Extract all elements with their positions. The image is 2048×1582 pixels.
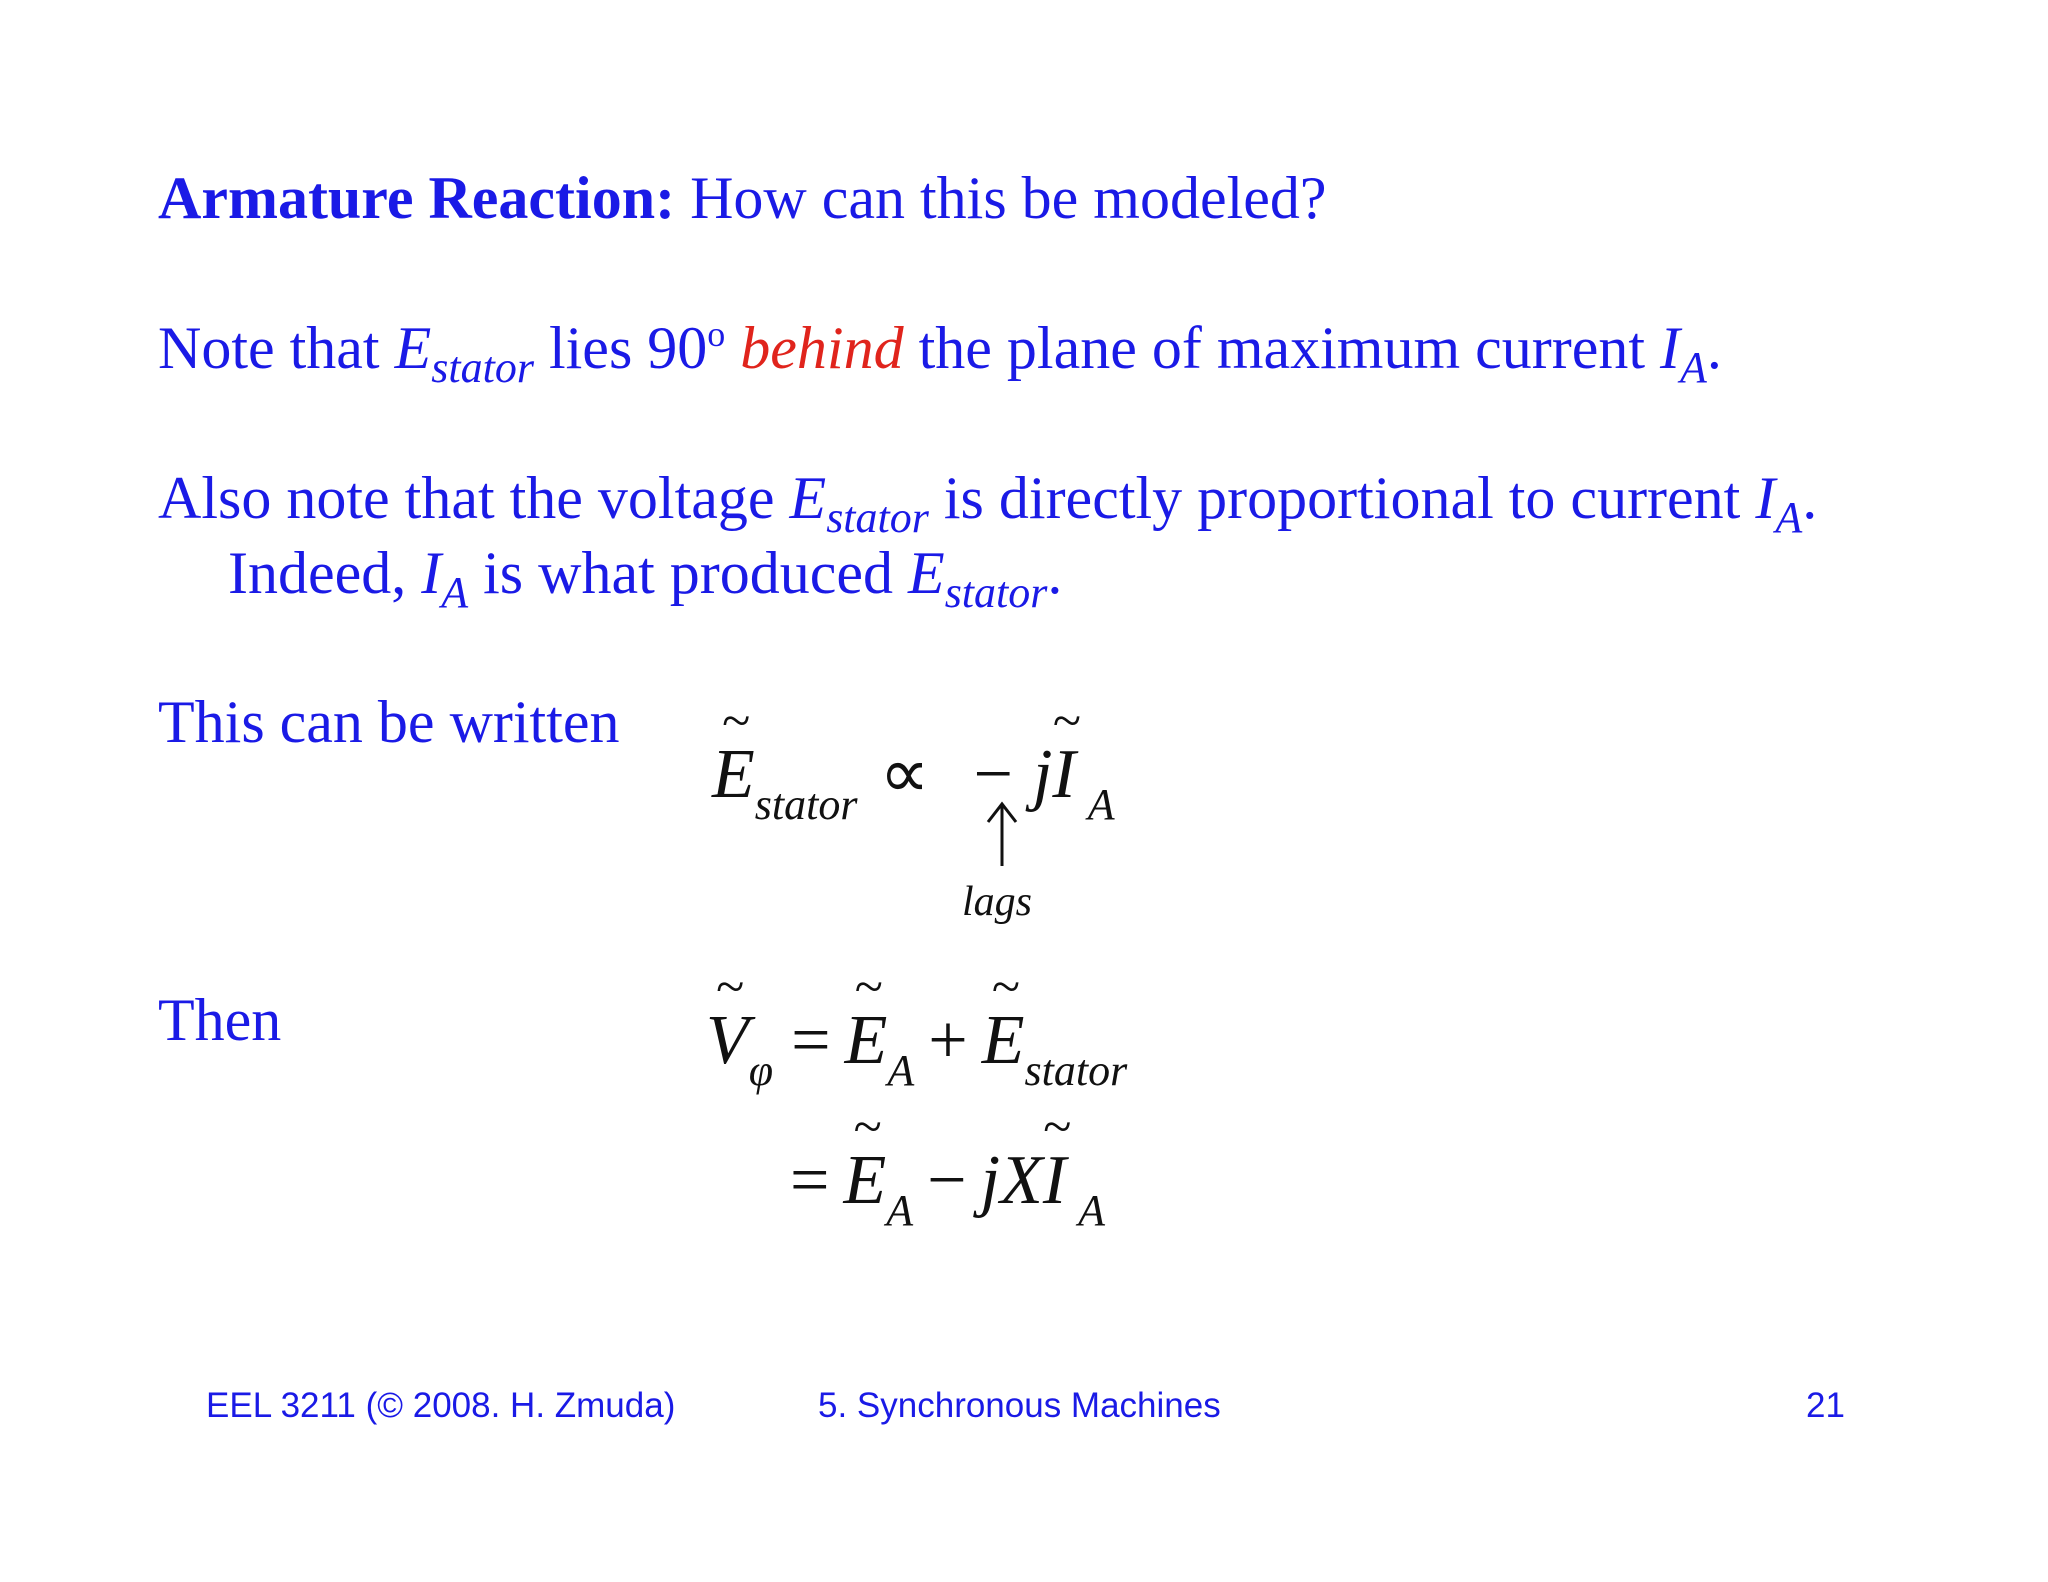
note1-degree-superscript: o bbox=[707, 314, 726, 354]
note-line-3 bbox=[228, 540, 1063, 617]
note1-e-subscript: stator bbox=[431, 343, 534, 392]
eq1-i-tilde bbox=[1052, 693, 1081, 813]
note2-i-symbol: I bbox=[1755, 465, 1776, 531]
eq2-e-subscript: A bbox=[887, 1046, 915, 1095]
eq1-i-subscript: A bbox=[1087, 780, 1115, 829]
eq2-estator-tilde bbox=[981, 959, 1025, 1079]
note1-text-c: the plane of maximum current bbox=[903, 315, 1661, 381]
note3-e-symbol: E bbox=[908, 540, 945, 606]
eq1-proportional-symbol: ∝ bbox=[879, 736, 930, 813]
eq2-v-tilde-mark: ~ bbox=[716, 959, 745, 1016]
eq2-estator-subscript: stator bbox=[1024, 1046, 1128, 1095]
eq3-i-tilde bbox=[1042, 1099, 1072, 1219]
note1-period: . bbox=[1706, 315, 1722, 381]
eq2-v-tilde bbox=[706, 959, 749, 1079]
footer-chapter: 5. Synchronous Machines bbox=[818, 1386, 1221, 1425]
eq3-e-symbol: E bbox=[843, 1142, 887, 1219]
note1-text-a: Note that bbox=[158, 315, 395, 381]
equation-proportional bbox=[712, 693, 1115, 829]
note2-text-b: is directly proportional to current bbox=[928, 465, 1756, 531]
eq1-minus-sign: − bbox=[973, 736, 1013, 813]
note3-i-symbol: I bbox=[421, 540, 442, 606]
note-line-1 bbox=[158, 314, 1722, 392]
then-label: Then bbox=[158, 987, 282, 1053]
eq1-e-subscript: stator bbox=[754, 780, 858, 829]
note1-i-subscript: A bbox=[1680, 343, 1707, 392]
note3-i-subscript: A bbox=[441, 568, 469, 617]
eq2-e-symbol: E bbox=[844, 1002, 888, 1079]
note2-e-symbol: E bbox=[789, 465, 827, 531]
eq1-e-tilde bbox=[712, 693, 755, 813]
equation-voltage-reactance bbox=[790, 1099, 1106, 1235]
note2-period: . bbox=[1802, 465, 1818, 531]
eq2-v-subscript: φ bbox=[748, 1046, 774, 1095]
eq1-e-symbol: E bbox=[712, 736, 755, 813]
note2-i-subscript: A bbox=[1775, 493, 1803, 542]
note-line-2 bbox=[158, 465, 1818, 542]
eq3-e-tilde-mark: ~ bbox=[853, 1099, 882, 1156]
eq2-plus-sign: + bbox=[928, 1002, 968, 1079]
eq3-equals-sign: = bbox=[790, 1142, 830, 1219]
eq3-e-tilde bbox=[843, 1099, 887, 1219]
note3-text-b: is what produced bbox=[468, 540, 909, 606]
note1-text-b: lies 90 bbox=[533, 315, 708, 381]
lags-label: lags bbox=[962, 879, 1033, 925]
note1-e-symbol: E bbox=[394, 315, 432, 381]
eq3-minus-sign: − bbox=[927, 1142, 967, 1219]
eq1-e-tilde-mark: ~ bbox=[722, 693, 751, 750]
note3-e-subscript: stator bbox=[944, 568, 1048, 617]
lags-arrow-icon bbox=[982, 800, 1022, 870]
eq3-i-tilde-mark: ~ bbox=[1043, 1099, 1072, 1156]
heading-question: How can this be modeled? bbox=[690, 165, 1327, 231]
heading-bold-label: Armature Reaction: bbox=[158, 165, 676, 231]
eq1-j-symbol: j bbox=[1032, 736, 1053, 813]
eq2-estator-symbol: E bbox=[981, 1002, 1025, 1079]
note3-period: . bbox=[1047, 540, 1063, 606]
slide-heading bbox=[158, 165, 1327, 231]
footer-course: EEL 3211 (© 2008. H. Zmuda) bbox=[206, 1386, 676, 1425]
note3-text-a: Indeed, bbox=[228, 540, 422, 606]
eq1-i-symbol: I bbox=[1052, 736, 1076, 813]
note2-text-a: Also note that the voltage bbox=[158, 465, 790, 531]
eq3-e-subscript: A bbox=[886, 1186, 914, 1235]
eq3-i-subscript: A bbox=[1078, 1186, 1106, 1235]
equation-voltage-sum bbox=[706, 959, 1128, 1095]
note2-e-subscript: stator bbox=[826, 493, 929, 542]
eq2-v-symbol: V bbox=[706, 1002, 749, 1079]
eq2-e-tilde-mark: ~ bbox=[854, 959, 883, 1016]
eq2-estator-tilde-mark: ~ bbox=[991, 959, 1020, 1016]
eq2-e-tilde bbox=[844, 959, 888, 1079]
eq3-jx-symbol: jX bbox=[980, 1142, 1043, 1219]
eq3-i-symbol: I bbox=[1042, 1142, 1067, 1219]
footer-page-number: 21 bbox=[1806, 1386, 1845, 1425]
note1-i-symbol: I bbox=[1660, 315, 1681, 381]
eq2-equals-sign: = bbox=[791, 1002, 831, 1079]
note1-behind-emphasis: behind bbox=[740, 315, 904, 381]
written-label: This can be written bbox=[158, 689, 620, 755]
eq1-i-tilde-mark: ~ bbox=[1052, 693, 1081, 750]
